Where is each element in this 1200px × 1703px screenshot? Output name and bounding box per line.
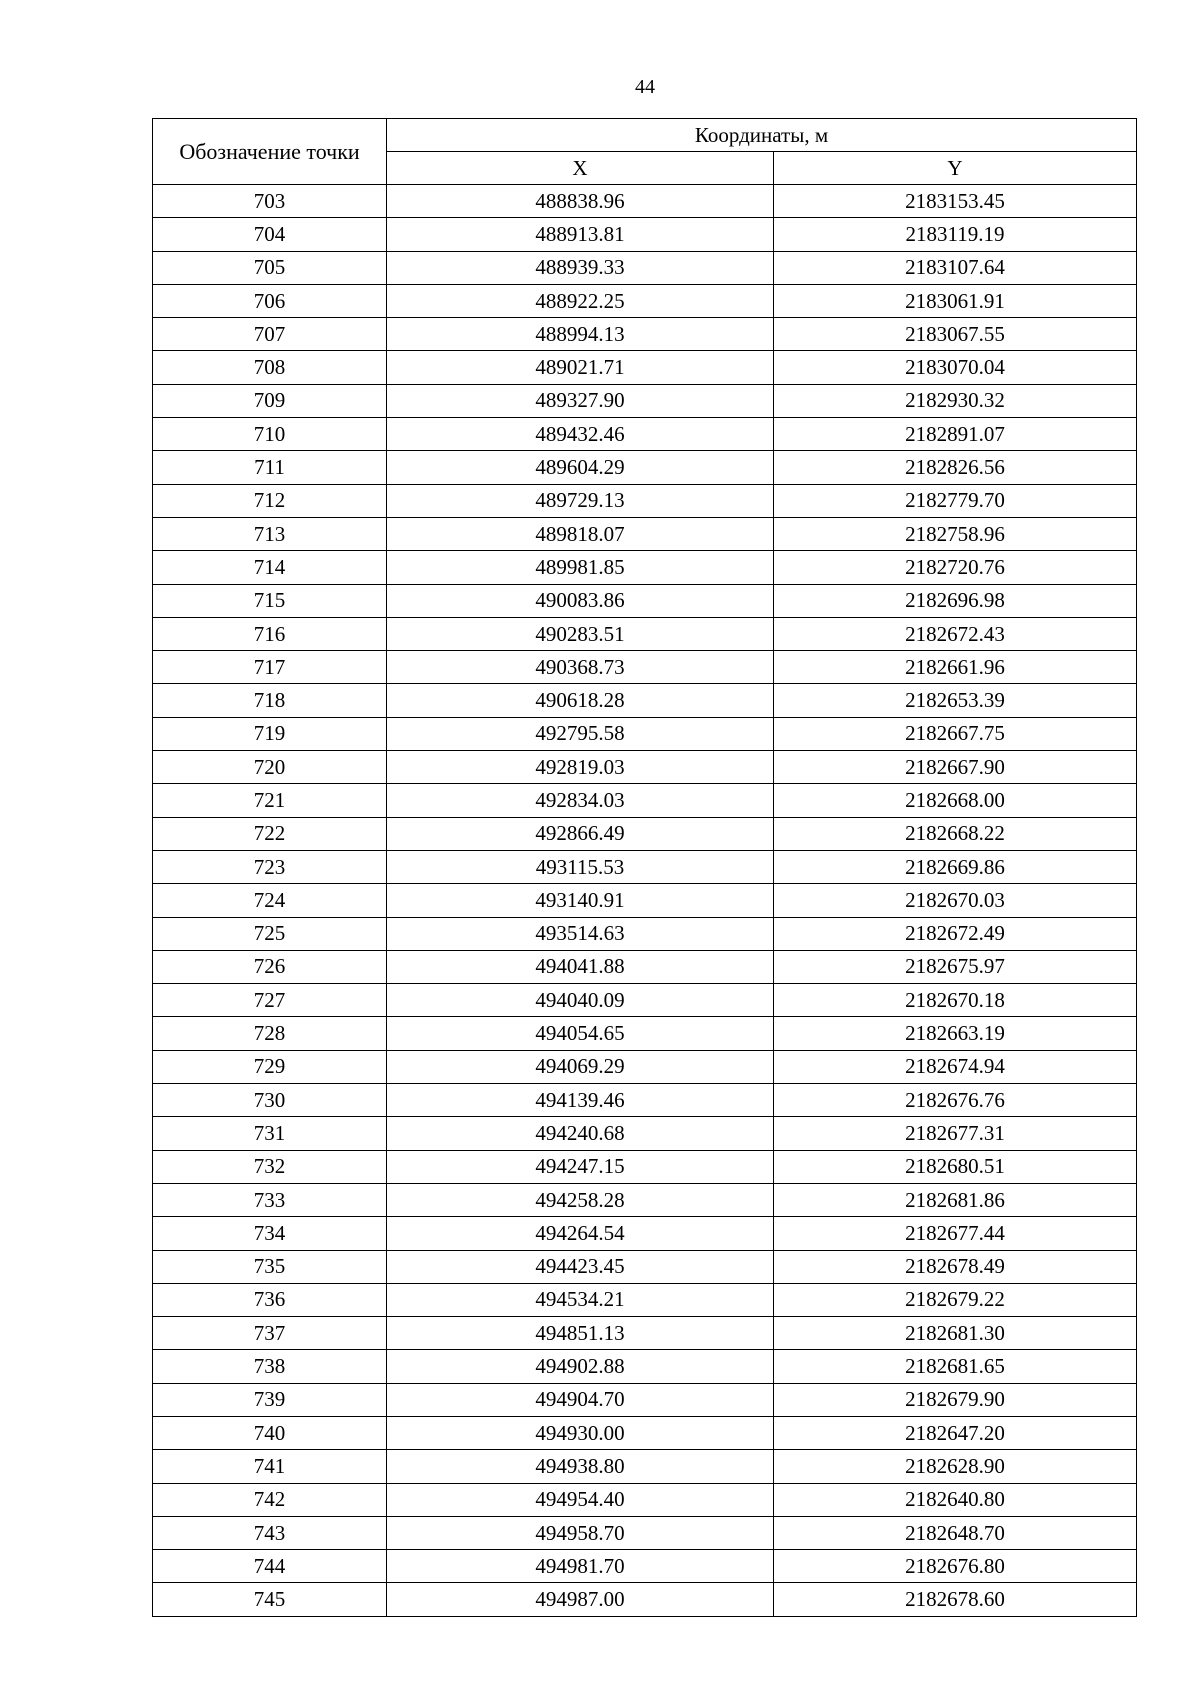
cell-point: 719	[153, 717, 387, 750]
cell-y: 2183153.45	[774, 185, 1137, 218]
cell-y: 2182628.90	[774, 1450, 1137, 1483]
cell-x: 488939.33	[387, 251, 774, 284]
table-row	[153, 318, 1137, 351]
cell-y: 2182672.43	[774, 617, 1137, 650]
cell-x: 494264.54	[387, 1217, 774, 1250]
cell-point: 709	[153, 384, 387, 417]
cell-x: 494534.21	[387, 1283, 774, 1316]
cell-point: 745	[153, 1583, 387, 1616]
cell-y: 2183067.55	[774, 318, 1137, 351]
cell-x: 494258.28	[387, 1183, 774, 1216]
cell-x: 494904.70	[387, 1383, 774, 1416]
cell-x: 494054.65	[387, 1017, 774, 1050]
cell-x: 490083.86	[387, 584, 774, 617]
cell-x: 489327.90	[387, 384, 774, 417]
cell-x: 489981.85	[387, 551, 774, 584]
cell-y: 2182680.51	[774, 1150, 1137, 1183]
cell-y: 2182672.49	[774, 917, 1137, 950]
cell-point: 727	[153, 984, 387, 1017]
cell-x: 494930.00	[387, 1416, 774, 1449]
table-row	[153, 251, 1137, 284]
cell-y: 2182653.39	[774, 684, 1137, 717]
table-row	[153, 717, 1137, 750]
table-row	[153, 351, 1137, 384]
cell-x: 494851.13	[387, 1317, 774, 1350]
cell-x: 489729.13	[387, 484, 774, 517]
cell-x: 492795.58	[387, 717, 774, 750]
table-row	[153, 984, 1137, 1017]
cell-x: 489432.46	[387, 418, 774, 451]
cell-y: 2182670.18	[774, 984, 1137, 1017]
cell-y: 2182647.20	[774, 1416, 1137, 1449]
cell-x: 494902.88	[387, 1350, 774, 1383]
cell-y: 2182668.22	[774, 817, 1137, 850]
table-row	[153, 1550, 1137, 1583]
cell-x: 488913.81	[387, 218, 774, 251]
cell-point: 725	[153, 917, 387, 950]
cell-y: 2182720.76	[774, 551, 1137, 584]
table-row	[153, 1483, 1137, 1516]
cell-x: 494958.70	[387, 1516, 774, 1549]
cell-point: 730	[153, 1084, 387, 1117]
cell-point: 741	[153, 1450, 387, 1483]
table-row	[153, 1516, 1137, 1549]
cell-y: 2182667.90	[774, 751, 1137, 784]
cell-point: 710	[153, 418, 387, 451]
table-row	[153, 617, 1137, 650]
cell-point: 722	[153, 817, 387, 850]
cell-x: 489604.29	[387, 451, 774, 484]
cell-point: 740	[153, 1416, 387, 1449]
cell-x: 488922.25	[387, 284, 774, 317]
cell-x: 494240.68	[387, 1117, 774, 1150]
cell-x: 494247.15	[387, 1150, 774, 1183]
cell-y: 2182674.94	[774, 1050, 1137, 1083]
cell-point: 718	[153, 684, 387, 717]
cell-x: 494041.88	[387, 950, 774, 983]
cell-x: 490368.73	[387, 651, 774, 684]
cell-y: 2182891.07	[774, 418, 1137, 451]
cell-y: 2182681.30	[774, 1317, 1137, 1350]
cell-y: 2182661.96	[774, 651, 1137, 684]
cell-point: 720	[153, 751, 387, 784]
table-row	[153, 651, 1137, 684]
cell-y: 2182677.31	[774, 1117, 1137, 1150]
cell-point: 706	[153, 284, 387, 317]
cell-point: 717	[153, 651, 387, 684]
table-row	[153, 551, 1137, 584]
cell-y: 2182696.98	[774, 584, 1137, 617]
cell-point: 705	[153, 251, 387, 284]
cell-y: 2182679.22	[774, 1283, 1137, 1316]
table-row	[153, 1183, 1137, 1216]
table-row	[153, 917, 1137, 950]
cell-x: 488994.13	[387, 318, 774, 351]
cell-y: 2182681.86	[774, 1183, 1137, 1216]
cell-y: 2182679.90	[774, 1383, 1137, 1416]
cell-point: 731	[153, 1117, 387, 1150]
cell-point: 708	[153, 351, 387, 384]
cell-x: 490283.51	[387, 617, 774, 650]
table-row	[153, 484, 1137, 517]
table-row	[153, 418, 1137, 451]
cell-point: 711	[153, 451, 387, 484]
cell-point: 743	[153, 1516, 387, 1549]
cell-point: 707	[153, 318, 387, 351]
cell-y: 2182826.56	[774, 451, 1137, 484]
table-row	[153, 817, 1137, 850]
table-row	[153, 1050, 1137, 1083]
cell-y: 2182678.60	[774, 1583, 1137, 1616]
cell-y: 2182758.96	[774, 517, 1137, 550]
page-number: 44	[635, 76, 655, 98]
table-row	[153, 1350, 1137, 1383]
cell-y: 2182677.44	[774, 1217, 1137, 1250]
cell-y: 2182681.65	[774, 1350, 1137, 1383]
cell-y: 2182676.80	[774, 1550, 1137, 1583]
cell-y: 2182675.97	[774, 950, 1137, 983]
cell-point: 733	[153, 1183, 387, 1216]
cell-x: 494423.45	[387, 1250, 774, 1283]
cell-point: 734	[153, 1217, 387, 1250]
cell-x: 494987.00	[387, 1583, 774, 1616]
cell-point: 724	[153, 884, 387, 917]
cell-point: 732	[153, 1150, 387, 1183]
table-row	[153, 284, 1137, 317]
cell-y: 2182669.86	[774, 850, 1137, 883]
cell-y: 2182663.19	[774, 1017, 1137, 1050]
cell-point: 742	[153, 1483, 387, 1516]
cell-y: 2182640.80	[774, 1483, 1137, 1516]
table-row	[153, 218, 1137, 251]
cell-point: 714	[153, 551, 387, 584]
coordinates-table	[152, 118, 1137, 1617]
header-y: Y	[774, 152, 1137, 185]
cell-point: 726	[153, 950, 387, 983]
cell-x: 494040.09	[387, 984, 774, 1017]
header-coordinates: Координаты, м	[387, 119, 1137, 152]
cell-x: 492834.03	[387, 784, 774, 817]
cell-x: 494069.29	[387, 1050, 774, 1083]
cell-y: 2182667.75	[774, 717, 1137, 750]
table-row	[153, 1450, 1137, 1483]
cell-point: 728	[153, 1017, 387, 1050]
cell-y: 2182930.32	[774, 384, 1137, 417]
cell-x: 492819.03	[387, 751, 774, 784]
cell-x: 494981.70	[387, 1550, 774, 1583]
cell-point: 744	[153, 1550, 387, 1583]
cell-x: 493115.53	[387, 850, 774, 883]
table-body	[153, 185, 1137, 1617]
table-row	[153, 684, 1137, 717]
header-x: X	[387, 152, 774, 185]
table-row	[153, 1217, 1137, 1250]
table-row	[153, 751, 1137, 784]
cell-y: 2183070.04	[774, 351, 1137, 384]
cell-point: 715	[153, 584, 387, 617]
table-row	[153, 950, 1137, 983]
cell-point: 721	[153, 784, 387, 817]
cell-point: 713	[153, 517, 387, 550]
table-row	[153, 185, 1137, 218]
cell-y: 2182678.49	[774, 1250, 1137, 1283]
table-row	[153, 584, 1137, 617]
table-row	[153, 1317, 1137, 1350]
cell-point: 716	[153, 617, 387, 650]
table-row	[153, 1383, 1137, 1416]
cell-point: 736	[153, 1283, 387, 1316]
cell-x: 494954.40	[387, 1483, 774, 1516]
table-row	[153, 384, 1137, 417]
cell-x: 492866.49	[387, 817, 774, 850]
cell-x: 488838.96	[387, 185, 774, 218]
cell-y: 2182676.76	[774, 1084, 1137, 1117]
cell-y: 2183061.91	[774, 284, 1137, 317]
table-row	[153, 1117, 1137, 1150]
cell-y: 2182670.03	[774, 884, 1137, 917]
cell-x: 494139.46	[387, 1084, 774, 1117]
cell-x: 493514.63	[387, 917, 774, 950]
cell-y: 2182779.70	[774, 484, 1137, 517]
cell-point: 735	[153, 1250, 387, 1283]
table-row	[153, 1416, 1137, 1449]
table-row	[153, 1084, 1137, 1117]
table-row	[153, 884, 1137, 917]
cell-point: 712	[153, 484, 387, 517]
cell-point: 739	[153, 1383, 387, 1416]
table-row	[153, 1017, 1137, 1050]
cell-y: 2183119.19	[774, 218, 1137, 251]
table-row	[153, 784, 1137, 817]
table-header	[153, 119, 1137, 185]
cell-x: 494938.80	[387, 1450, 774, 1483]
cell-x: 489818.07	[387, 517, 774, 550]
cell-y: 2183107.64	[774, 251, 1137, 284]
cell-point: 723	[153, 850, 387, 883]
cell-x: 490618.28	[387, 684, 774, 717]
cell-point: 738	[153, 1350, 387, 1383]
table-row	[153, 451, 1137, 484]
cell-point: 704	[153, 218, 387, 251]
cell-x: 493140.91	[387, 884, 774, 917]
cell-point: 703	[153, 185, 387, 218]
table-row	[153, 1283, 1137, 1316]
cell-x: 489021.71	[387, 351, 774, 384]
cell-y: 2182668.00	[774, 784, 1137, 817]
table-row	[153, 1583, 1137, 1616]
cell-point: 729	[153, 1050, 387, 1083]
table-row	[153, 850, 1137, 883]
table-row	[153, 1250, 1137, 1283]
header-point-designation: Обозначение точки	[153, 119, 387, 185]
cell-point: 737	[153, 1317, 387, 1350]
table-row	[153, 517, 1137, 550]
cell-y: 2182648.70	[774, 1516, 1137, 1549]
table-row	[153, 1150, 1137, 1183]
